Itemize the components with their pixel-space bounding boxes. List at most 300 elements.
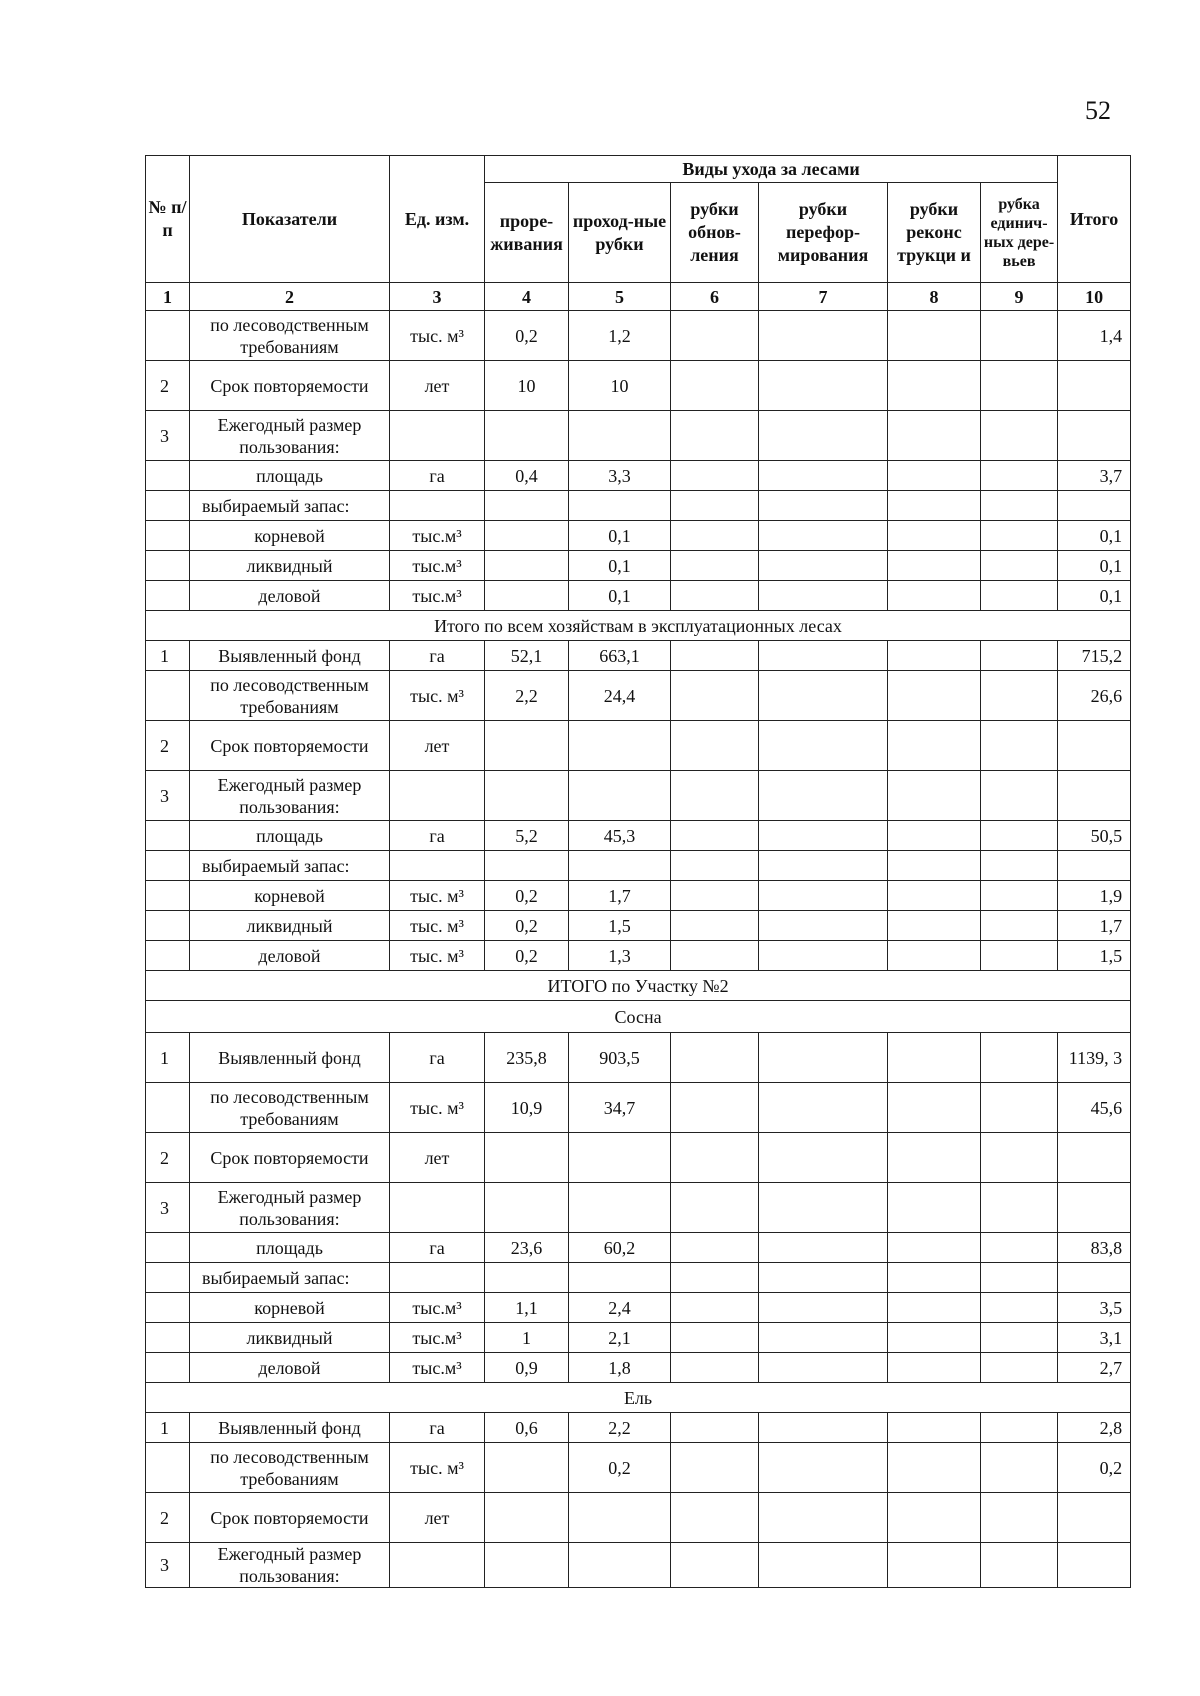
total-cell: 3,7 [1058,461,1131,491]
value-cell [759,551,888,581]
value-cell [569,491,671,521]
value-cell: 1 [485,1323,569,1353]
value-cell [759,361,888,411]
value-cell [671,1133,759,1183]
table-row [146,721,1131,771]
value-cell [671,881,759,911]
value-cell [671,641,759,671]
section-title: Сосна [146,1001,1131,1033]
value-cell [759,1543,888,1588]
value-cell [981,361,1058,411]
unit-cell: лет [390,1493,485,1543]
value-cell [888,1263,981,1293]
table-row [146,911,1131,941]
table-row [146,881,1131,911]
table-row [146,1353,1131,1383]
indicator-cell: ликвидный [190,551,390,581]
unit-cell [390,411,485,461]
value-cell [888,521,981,551]
value-cell [981,771,1058,821]
table-row [146,521,1131,551]
indicator-cell: Выявленный фонд [190,1413,390,1443]
value-cell [981,1263,1058,1293]
value-cell [759,1263,888,1293]
value-cell [981,581,1058,611]
table-row [146,1083,1131,1133]
total-cell [1058,721,1131,771]
row-number-cell: 2 [146,1133,190,1183]
value-cell [759,1323,888,1353]
value-cell [759,1133,888,1183]
value-cell [485,491,569,521]
row-number-cell: 1 [146,641,190,671]
total-cell: 26,6 [1058,671,1131,721]
value-cell: 2,2 [485,671,569,721]
header-indicators: Показатели [190,156,390,283]
value-cell [485,1443,569,1493]
unit-cell: тыс. м³ [390,1443,485,1493]
value-cell [759,821,888,851]
column-number: 3 [390,283,485,311]
row-number-cell: 1 [146,1033,190,1083]
value-cell [759,851,888,881]
row-number-cell: 2 [146,721,190,771]
row-number-cell [146,521,190,551]
indicator-cell: Ежегодный размер пользования: [190,1543,390,1588]
row-number-cell [146,551,190,581]
column-number: 9 [981,283,1058,311]
value-cell [888,721,981,771]
table-row [146,821,1131,851]
value-cell [485,1493,569,1543]
value-cell [759,771,888,821]
value-cell [569,1183,671,1233]
unit-cell: тыс.м³ [390,1323,485,1353]
total-cell: 0,1 [1058,581,1131,611]
unit-cell [390,851,485,881]
section-row [146,1383,1131,1413]
row-number-cell [146,1443,190,1493]
header-total: Итого [1058,156,1131,283]
header-number: № п/ п [146,156,190,283]
indicator-cell: по лесоводственным требованиям [190,671,390,721]
indicator-cell: Срок повторяемости [190,361,390,411]
value-cell [569,721,671,771]
indicator-cell: корневой [190,1293,390,1323]
value-cell [981,851,1058,881]
indicator-cell: ликвидный [190,1323,390,1353]
row-number-cell: 1 [146,1413,190,1443]
row-number-cell [146,461,190,491]
indicator-cell: корневой [190,521,390,551]
row-number-cell [146,911,190,941]
unit-cell: тыс. м³ [390,671,485,721]
value-cell [671,461,759,491]
header-care-types: Виды ухода за лесами [485,156,1058,183]
value-cell [671,551,759,581]
value-cell [981,671,1058,721]
value-cell [671,911,759,941]
unit-cell: лет [390,1133,485,1183]
value-cell: 23,6 [485,1233,569,1263]
total-cell [1058,361,1131,411]
value-cell [981,521,1058,551]
value-cell [759,491,888,521]
header-unit: Ед. изм. [390,156,485,283]
value-cell [888,411,981,461]
value-cell [888,1543,981,1588]
table-row [146,1133,1131,1183]
value-cell [759,911,888,941]
value-cell [569,1493,671,1543]
indicator-cell: по лесоводственным требованиям [190,1443,390,1493]
value-cell [981,911,1058,941]
value-cell [888,1443,981,1493]
value-cell [485,771,569,821]
value-cell [888,881,981,911]
indicator-cell: Срок повторяемости [190,1493,390,1543]
table-body [146,311,1131,1588]
row-number-cell [146,671,190,721]
row-number-cell: 2 [146,361,190,411]
value-cell [671,311,759,361]
section-title: Ель [146,1383,1131,1413]
row-number-cell [146,1263,190,1293]
page-number: 52 [1085,96,1111,125]
unit-cell: тыс.м³ [390,551,485,581]
unit-cell: тыс. м³ [390,1083,485,1133]
value-cell [888,361,981,411]
table-row [146,461,1131,491]
column-number: 5 [569,283,671,311]
value-cell [671,771,759,821]
value-cell [759,1293,888,1323]
table-row [146,1413,1131,1443]
value-cell [485,1133,569,1183]
total-cell: 1139, 3 [1058,1033,1131,1083]
value-cell: 52,1 [485,641,569,671]
unit-cell: тыс.м³ [390,1353,485,1383]
row-number-cell: 3 [146,1543,190,1588]
value-cell [671,1263,759,1293]
value-cell [759,721,888,771]
value-cell [888,311,981,361]
indicator-cell: площадь [190,1233,390,1263]
value-cell [981,1293,1058,1323]
value-cell: 10 [569,361,671,411]
value-cell [981,821,1058,851]
unit-cell: лет [390,721,485,771]
total-cell: 83,8 [1058,1233,1131,1263]
total-cell [1058,1493,1131,1543]
unit-cell: га [390,1033,485,1083]
header-type: рубки обнов-ления [671,183,759,283]
value-cell: 1,1 [485,1293,569,1323]
header-type: проход-ные рубки [569,183,671,283]
row-number-cell [146,581,190,611]
value-cell [759,521,888,551]
total-cell: 1,5 [1058,941,1131,971]
column-number: 1 [146,283,190,311]
value-cell [981,1493,1058,1543]
table-row [146,941,1131,971]
value-cell: 0,1 [569,521,671,551]
value-cell [759,1353,888,1383]
value-cell [888,821,981,851]
total-cell [1058,1183,1131,1233]
table-row [146,1263,1131,1293]
indicator-cell: деловой [190,1353,390,1383]
value-cell: 0,2 [485,941,569,971]
value-cell [671,721,759,771]
total-cell: 0,1 [1058,551,1131,581]
value-cell [759,1443,888,1493]
table-row [146,1493,1131,1543]
value-cell [671,361,759,411]
row-number-cell [146,1233,190,1263]
total-cell: 1,7 [1058,911,1131,941]
value-cell [759,411,888,461]
table-row [146,671,1131,721]
section-row [146,1001,1131,1033]
unit-cell: тыс. м³ [390,881,485,911]
section-row [146,971,1131,1001]
table-row [146,1293,1131,1323]
value-cell [485,1543,569,1588]
indicator-cell: Срок повторяемости [190,1133,390,1183]
value-cell: 0,6 [485,1413,569,1443]
total-cell: 3,1 [1058,1323,1131,1353]
value-cell: 663,1 [569,641,671,671]
value-cell [888,1233,981,1263]
value-cell: 0,2 [485,911,569,941]
value-cell [888,941,981,971]
table-row [146,491,1131,521]
value-cell: 2,1 [569,1323,671,1353]
value-cell [759,1183,888,1233]
value-cell [981,551,1058,581]
unit-cell [390,1543,485,1588]
table-row [146,361,1131,411]
total-cell: 0,2 [1058,1443,1131,1493]
value-cell: 3,3 [569,461,671,491]
value-cell [759,1233,888,1263]
table-row [146,581,1131,611]
value-cell [485,1263,569,1293]
value-cell [671,821,759,851]
value-cell: 0,9 [485,1353,569,1383]
indicator-cell: площадь [190,821,390,851]
indicator-cell: по лесоводственным требованиям [190,1083,390,1133]
indicator-cell: выбираемый запас: [190,851,390,881]
value-cell [485,1183,569,1233]
forest-care-table [145,155,1131,1588]
header-type: проре-живания [485,183,569,283]
value-cell [981,311,1058,361]
value-cell [759,881,888,911]
value-cell: 2,4 [569,1293,671,1323]
value-cell [671,1413,759,1443]
value-cell [981,1413,1058,1443]
total-cell: 1,4 [1058,311,1131,361]
row-number-cell [146,1293,190,1323]
unit-cell: тыс.м³ [390,521,485,551]
indicator-cell: по лесоводственным требованиям [190,311,390,361]
value-cell [981,1233,1058,1263]
total-cell [1058,1263,1131,1293]
indicator-cell: Ежегодный размер пользования: [190,411,390,461]
value-cell: 60,2 [569,1233,671,1263]
value-cell [671,1543,759,1588]
indicator-cell: ликвидный [190,911,390,941]
value-cell [485,851,569,881]
value-cell [759,1083,888,1133]
value-cell [888,1133,981,1183]
column-number: 6 [671,283,759,311]
unit-cell: тыс.м³ [390,1293,485,1323]
value-cell: 0,2 [485,311,569,361]
value-cell: 1,7 [569,881,671,911]
row-number-cell: 3 [146,411,190,461]
table-row [146,641,1131,671]
value-cell: 0,2 [569,1443,671,1493]
unit-cell: га [390,641,485,671]
value-cell [888,1033,981,1083]
value-cell [888,1493,981,1543]
column-number: 4 [485,283,569,311]
row-number-cell [146,851,190,881]
value-cell: 0,1 [569,581,671,611]
value-cell [671,1033,759,1083]
value-cell [888,851,981,881]
value-cell [671,491,759,521]
column-number: 7 [759,283,888,311]
indicator-cell: Ежегодный размер пользования: [190,1183,390,1233]
value-cell [759,1413,888,1443]
value-cell [485,581,569,611]
section-title: Итого по всем хозяйствам в эксплуатационных лесах [146,611,1131,641]
value-cell [981,411,1058,461]
value-cell [671,1443,759,1493]
column-number: 2 [190,283,390,311]
value-cell [759,581,888,611]
total-cell [1058,1133,1131,1183]
section-title: ИТОГО по Участку №2 [146,971,1131,1001]
indicator-cell: выбираемый запас: [190,1263,390,1293]
section-row [146,611,1131,641]
indicator-cell: Выявленный фонд [190,641,390,671]
value-cell [888,771,981,821]
row-number-cell [146,491,190,521]
indicator-cell: Ежегодный размер пользования: [190,771,390,821]
row-number-cell: 2 [146,1493,190,1543]
value-cell [671,851,759,881]
total-cell: 2,8 [1058,1413,1131,1443]
total-cell: 715,2 [1058,641,1131,671]
value-cell: 0,4 [485,461,569,491]
value-cell [569,771,671,821]
value-cell [888,1293,981,1323]
indicator-cell: Срок повторяемости [190,721,390,771]
value-cell [759,1493,888,1543]
unit-cell [390,771,485,821]
table-row [146,1443,1131,1493]
value-cell [981,1543,1058,1588]
value-cell [485,721,569,771]
value-cell: 10,9 [485,1083,569,1133]
row-number-cell [146,1353,190,1383]
table-row [146,1183,1131,1233]
value-cell [759,641,888,671]
value-cell [888,1353,981,1383]
total-cell: 50,5 [1058,821,1131,851]
value-cell [485,521,569,551]
value-cell: 34,7 [569,1083,671,1133]
value-cell [981,1133,1058,1183]
value-cell [671,1183,759,1233]
value-cell [981,881,1058,911]
value-cell: 903,5 [569,1033,671,1083]
value-cell [888,1413,981,1443]
value-cell [981,1353,1058,1383]
table-row [146,771,1131,821]
value-cell [759,1033,888,1083]
value-cell [671,1293,759,1323]
total-cell [1058,851,1131,881]
value-cell [569,1133,671,1183]
table-row [146,1543,1131,1588]
row-number-cell [146,941,190,971]
value-cell [671,941,759,971]
total-cell: 0,1 [1058,521,1131,551]
value-cell [981,1033,1058,1083]
row-number-cell [146,881,190,911]
value-cell [671,521,759,551]
header-type: рубки реконс трукци и [888,183,981,283]
indicator-cell: площадь [190,461,390,491]
value-cell [485,551,569,581]
unit-cell [390,1183,485,1233]
total-cell: 2,7 [1058,1353,1131,1383]
value-cell [888,671,981,721]
unit-cell: лет [390,361,485,411]
value-cell [759,671,888,721]
total-cell: 3,5 [1058,1293,1131,1323]
row-number-cell: 3 [146,771,190,821]
value-cell [888,1183,981,1233]
value-cell: 1,2 [569,311,671,361]
total-cell [1058,411,1131,461]
value-cell: 235,8 [485,1033,569,1083]
value-cell [981,1443,1058,1493]
value-cell [759,311,888,361]
table-row [146,551,1131,581]
value-cell [569,1543,671,1588]
value-cell: 0,2 [485,881,569,911]
value-cell [981,941,1058,971]
value-cell [888,461,981,491]
value-cell [671,671,759,721]
table-row [146,1033,1131,1083]
value-cell [759,461,888,491]
unit-cell: га [390,1233,485,1263]
value-cell [569,411,671,461]
value-cell [671,1083,759,1133]
value-cell [671,581,759,611]
value-cell [569,1263,671,1293]
unit-cell: тыс.м³ [390,581,485,611]
value-cell [888,581,981,611]
